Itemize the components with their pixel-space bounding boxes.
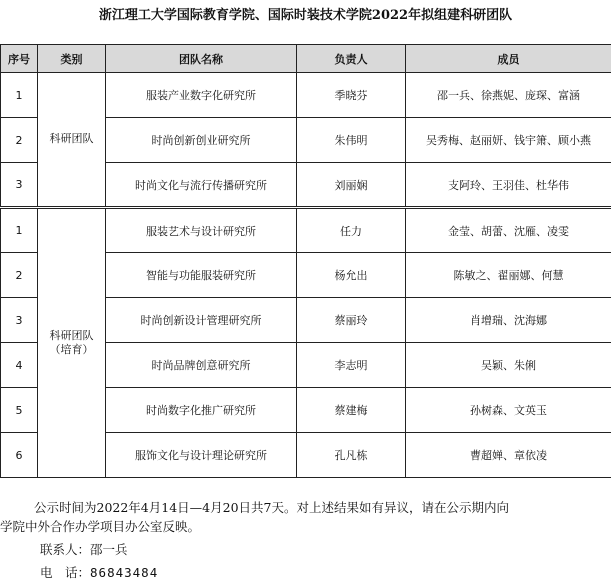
team-members: 曹超婵、章依凌 xyxy=(406,433,611,478)
category-sublabel: （培育） xyxy=(49,343,94,356)
row-no: 3 xyxy=(1,298,38,343)
team-name: 服装艺术与设计研究所 xyxy=(106,208,297,253)
contact-person: 联系人：邵一兵 xyxy=(40,542,128,557)
team-members: 肖增瑞、沈海娜 xyxy=(406,298,611,343)
team-members: 吴颖、朱俐 xyxy=(406,343,611,388)
team-leader: 任力 xyxy=(297,208,406,253)
category-label: 科研团队 xyxy=(49,328,94,342)
notice-section xyxy=(0,498,611,582)
row-no: 3 xyxy=(1,163,38,208)
phone-label: 电 话： xyxy=(40,565,91,580)
row-no: 1 xyxy=(1,73,38,118)
team-name: 服装产业数字化研究所 xyxy=(106,73,297,118)
team-name: 智能与功能服装研究所 xyxy=(106,253,297,298)
header-members: 成员 xyxy=(406,45,611,73)
table-row xyxy=(1,208,611,253)
team-leader: 杨允出 xyxy=(297,253,406,298)
category-cell: 科研团队 xyxy=(38,73,106,208)
team-members: 支阿玲、王羽佳、杜华伟 xyxy=(406,163,611,208)
team-members: 孙树森、文英玉 xyxy=(406,388,611,433)
header-team: 团队名称 xyxy=(106,45,297,73)
team-leader: 朱伟明 xyxy=(297,118,406,163)
team-name: 时尚创新设计管理研究所 xyxy=(106,298,297,343)
phone-number: 86843484 xyxy=(90,565,159,580)
team-leader: 李志明 xyxy=(297,343,406,388)
row-no: 1 xyxy=(1,208,38,253)
table-header-row xyxy=(1,45,611,73)
row-no: 2 xyxy=(1,118,38,163)
page-title: 浙江理工大学国际教育学院、国际时装技术学院2022年拟组建科研团队 xyxy=(98,8,513,23)
notice-text-line2: 学院中外合作办学项目办公室反映。 xyxy=(0,519,201,534)
team-name: 时尚创新创业研究所 xyxy=(106,118,297,163)
row-no: 4 xyxy=(1,343,38,388)
team-members: 邵一兵、徐燕妮、庞琛、富涵 xyxy=(406,73,611,118)
team-members: 吴秀梅、赵丽妍、钱宇箫、顾小燕 xyxy=(406,118,611,163)
team-leader: 蔡建梅 xyxy=(297,388,406,433)
team-name: 时尚数字化推广研究所 xyxy=(106,388,297,433)
team-name: 时尚品牌创意研究所 xyxy=(106,343,297,388)
header-category: 类别 xyxy=(38,45,106,73)
team-members: 陈敏之、翟丽娜、何慧 xyxy=(406,253,611,298)
header-no: 序号 xyxy=(1,45,38,73)
team-leader: 季晓芬 xyxy=(297,73,406,118)
team-table xyxy=(0,44,611,478)
row-no: 2 xyxy=(1,253,38,298)
team-name: 时尚文化与流行传播研究所 xyxy=(106,163,297,208)
table-row xyxy=(1,73,611,118)
row-no: 5 xyxy=(1,388,38,433)
notice-text-line1: 公示时间为2022年4月14日—4月20日共7天。对上述结果如有异议，请在公示期内向 xyxy=(34,500,509,515)
team-name: 服饰文化与设计理论研究所 xyxy=(106,433,297,478)
header-leader: 负责人 xyxy=(297,45,406,73)
category-cell xyxy=(38,208,106,478)
team-leader: 刘丽娴 xyxy=(297,163,406,208)
team-members: 金莹、胡蕾、沈雁、凌雯 xyxy=(406,208,611,253)
team-leader: 孔凡栋 xyxy=(297,433,406,478)
row-no: 6 xyxy=(1,433,38,478)
contact-phone-line xyxy=(0,563,611,582)
team-leader: 蔡丽玲 xyxy=(297,298,406,343)
